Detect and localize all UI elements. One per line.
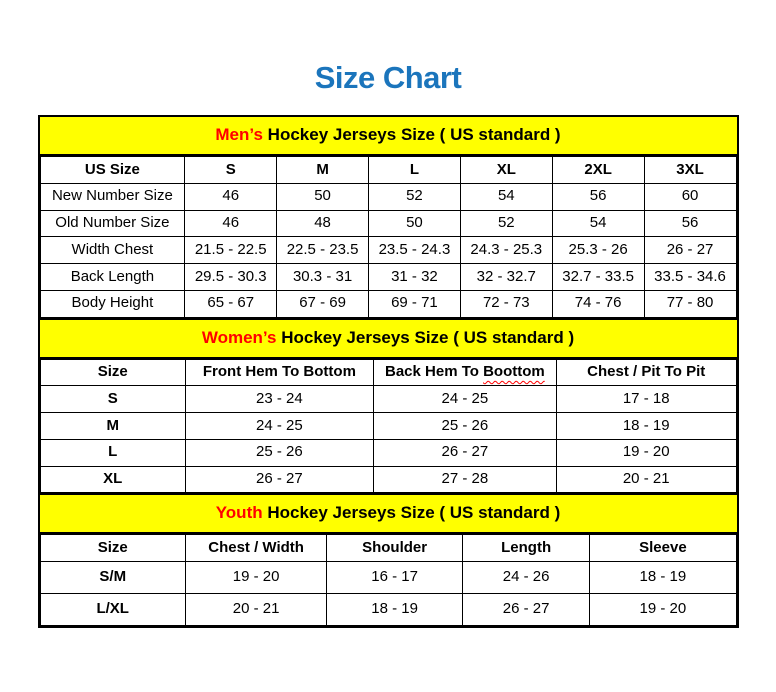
size-value-cell: 50 — [277, 183, 369, 210]
column-header: M — [277, 157, 369, 184]
size-value-cell: 46 — [185, 210, 277, 237]
size-value-cell: 32 - 32.7 — [460, 264, 552, 291]
table-row — [40, 237, 736, 264]
size-value-cell: 69 - 71 — [369, 290, 461, 317]
size-value-cell: 65 - 67 — [185, 290, 277, 317]
table-row — [40, 264, 736, 291]
header-row — [40, 359, 736, 386]
column-header: Size — [40, 359, 185, 386]
size-chart — [38, 115, 739, 628]
size-value-cell: 19 - 20 — [185, 562, 326, 594]
size-value-cell: 52 — [460, 210, 552, 237]
row-label: Back Length — [40, 264, 185, 291]
row-label: S — [40, 386, 185, 413]
section-mens — [40, 117, 737, 318]
size-value-cell: 24 - 25 — [373, 386, 556, 413]
column-header: Length — [462, 535, 589, 562]
size-value-cell: 19 - 20 — [556, 439, 736, 466]
size-value-cell: 23 - 24 — [185, 386, 373, 413]
table-row — [40, 466, 736, 493]
size-value-cell: 26 - 27 — [185, 466, 373, 493]
column-header: Chest / Pit To Pit — [556, 359, 736, 386]
header-row — [40, 157, 736, 184]
size-value-cell: 32.7 - 33.5 — [552, 264, 644, 291]
section-title-womens — [40, 318, 737, 359]
size-value-cell: 46 — [185, 183, 277, 210]
row-label: L/XL — [40, 593, 185, 625]
size-value-cell: 25 - 26 — [373, 413, 556, 440]
size-value-cell: 19 - 20 — [590, 593, 736, 625]
youth-size-table — [40, 534, 737, 625]
row-label: Body Height — [40, 290, 185, 317]
section-title-highlight: Women’s — [201, 327, 277, 347]
row-label: L — [40, 439, 185, 466]
row-label: S/M — [40, 562, 185, 594]
section-title-highlight: Men’s — [215, 125, 263, 144]
column-header: Shoulder — [327, 535, 463, 562]
size-value-cell: 72 - 73 — [460, 290, 552, 317]
size-value-cell: 24 - 26 — [462, 562, 589, 594]
misspelled-word: Boottom — [483, 363, 545, 380]
size-value-cell: 26 - 27 — [644, 237, 736, 264]
table-row — [40, 183, 736, 210]
section-title-rest: Hockey Jerseys Size ( US standard ) — [267, 125, 561, 144]
size-value-cell: 54 — [552, 210, 644, 237]
section-womens — [40, 318, 737, 494]
section-title-rest: Hockey Jerseys Size ( US standard ) — [267, 503, 561, 523]
section-title-mens — [40, 117, 737, 156]
size-value-cell: 48 — [277, 210, 369, 237]
size-value-cell: 17 - 18 — [556, 386, 736, 413]
section-title-highlight: Youth — [215, 503, 263, 523]
row-label: M — [40, 413, 185, 440]
header-row — [40, 535, 736, 562]
size-value-cell: 77 - 80 — [644, 290, 736, 317]
size-value-cell: 54 — [460, 183, 552, 210]
size-value-cell: 18 - 19 — [590, 562, 736, 594]
table-row — [40, 562, 736, 594]
row-label: Old Number Size — [40, 210, 185, 237]
size-value-cell: 18 - 19 — [327, 593, 463, 625]
size-value-cell: 25 - 26 — [185, 439, 373, 466]
column-header: Sleeve — [590, 535, 736, 562]
size-value-cell: 18 - 19 — [556, 413, 736, 440]
size-value-cell: 22.5 - 23.5 — [277, 237, 369, 264]
size-value-cell: 52 — [369, 183, 461, 210]
size-value-cell: 29.5 - 30.3 — [185, 264, 277, 291]
size-value-cell: 16 - 17 — [327, 562, 463, 594]
size-value-cell: 26 - 27 — [462, 593, 589, 625]
column-header: Size — [40, 535, 185, 562]
size-value-cell: 74 - 76 — [552, 290, 644, 317]
size-value-cell: 50 — [369, 210, 461, 237]
row-label: Width Chest — [40, 237, 185, 264]
size-value-cell: 24.3 - 25.3 — [460, 237, 552, 264]
column-header: S — [185, 157, 277, 184]
table-row — [40, 290, 736, 317]
size-value-cell: 67 - 69 — [277, 290, 369, 317]
column-header — [373, 359, 556, 386]
womens-size-table — [40, 359, 737, 494]
column-header: Chest / Width — [185, 535, 326, 562]
size-value-cell: 23.5 - 24.3 — [369, 237, 461, 264]
size-value-cell: 31 - 32 — [369, 264, 461, 291]
column-header: XL — [460, 157, 552, 184]
column-header: Front Hem To Bottom — [185, 359, 373, 386]
table-row — [40, 593, 736, 625]
column-header: L — [369, 157, 461, 184]
size-value-cell: 30.3 - 31 — [277, 264, 369, 291]
column-header: US Size — [40, 157, 185, 184]
section-youth — [40, 493, 737, 625]
size-value-cell: 60 — [644, 183, 736, 210]
column-header: 3XL — [644, 157, 736, 184]
size-value-cell: 20 - 21 — [556, 466, 736, 493]
section-title-youth — [40, 493, 737, 534]
table-row — [40, 413, 736, 440]
table-row — [40, 439, 736, 466]
size-value-cell: 33.5 - 34.6 — [644, 264, 736, 291]
column-header-text: Back Hem To — [385, 363, 484, 380]
size-chart-page — [0, 60, 776, 628]
size-value-cell: 21.5 - 22.5 — [185, 237, 277, 264]
row-label: New Number Size — [40, 183, 185, 210]
table-row — [40, 386, 736, 413]
table-row — [40, 210, 736, 237]
size-value-cell: 20 - 21 — [185, 593, 326, 625]
page-title: Size Chart — [314, 60, 462, 95]
size-value-cell: 26 - 27 — [373, 439, 556, 466]
section-title-rest: Hockey Jerseys Size ( US standard ) — [281, 327, 575, 347]
size-value-cell: 25.3 - 26 — [552, 237, 644, 264]
size-value-cell: 24 - 25 — [185, 413, 373, 440]
size-value-cell: 27 - 28 — [373, 466, 556, 493]
size-value-cell: 56 — [552, 183, 644, 210]
column-header: 2XL — [552, 157, 644, 184]
size-value-cell: 56 — [644, 210, 736, 237]
row-label: XL — [40, 466, 185, 493]
mens-size-table — [40, 156, 737, 318]
